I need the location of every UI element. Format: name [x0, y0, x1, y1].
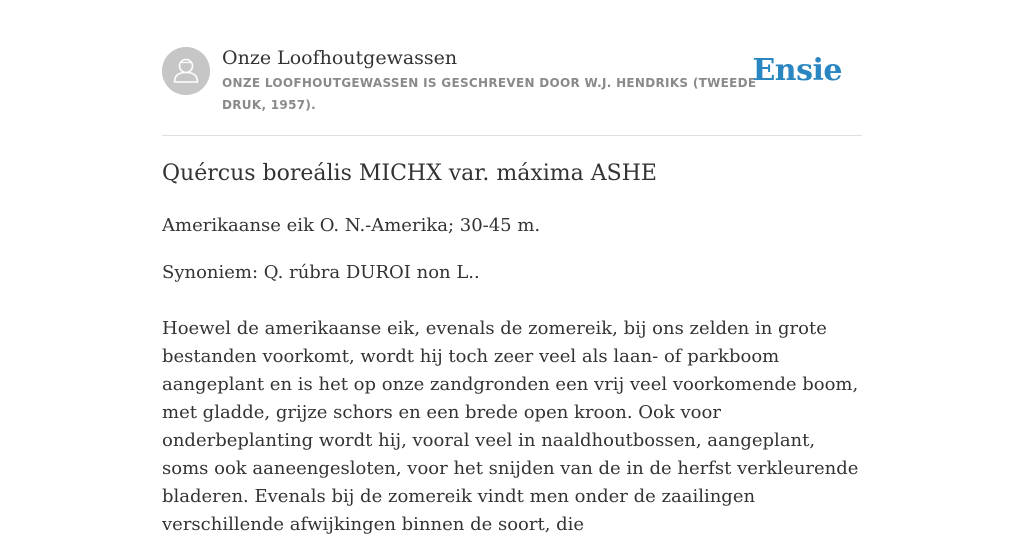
page [162, 0, 862, 535]
entry-title: Quércus boreális MICHX var. máxima ASHE [162, 161, 657, 186]
entry-synonym: Synoniem: Q. rúbra DUROI non L.. [162, 262, 480, 283]
header-divider [162, 135, 862, 136]
brand-logo[interactable]: Ensie [752, 53, 842, 88]
source-title[interactable]: Onze Loofhoutgewassen [222, 47, 458, 69]
source-description: ONZE LOOFHOUTGEWASSEN IS GESCHREVEN DOOR W.J. HENDRIKS (TWEEDE DRUK, 1957). [222, 76, 757, 112]
entry-subtitle: Amerikaanse eik O. N.-Amerika; 30-45 m. [162, 215, 541, 236]
source-header [162, 46, 862, 118]
user-silhouette-icon [162, 47, 210, 95]
entry-body: Hoewel de amerikaanse eik, evenals de zomereik, bij ons zelden in grote bestanden voorkomt, wordt hij toch zeer veel als laan- of parkboom aangeplant en is het op onze zandgronden een vrij veel voorkomende boom, met gladde, grijze schors en een brede open kroon. Ook voor onderbeplanting wordt hij, vooral veel in naaldhoutbossen, aangeplant, soms ook aaneengesloten, voor het snijden van de in de herfst verkleurende bladeren. Evenals bij de zomereik vindt men onder de zaailingen verschillende afwijkingen binnen de soort, die [162, 318, 859, 535]
